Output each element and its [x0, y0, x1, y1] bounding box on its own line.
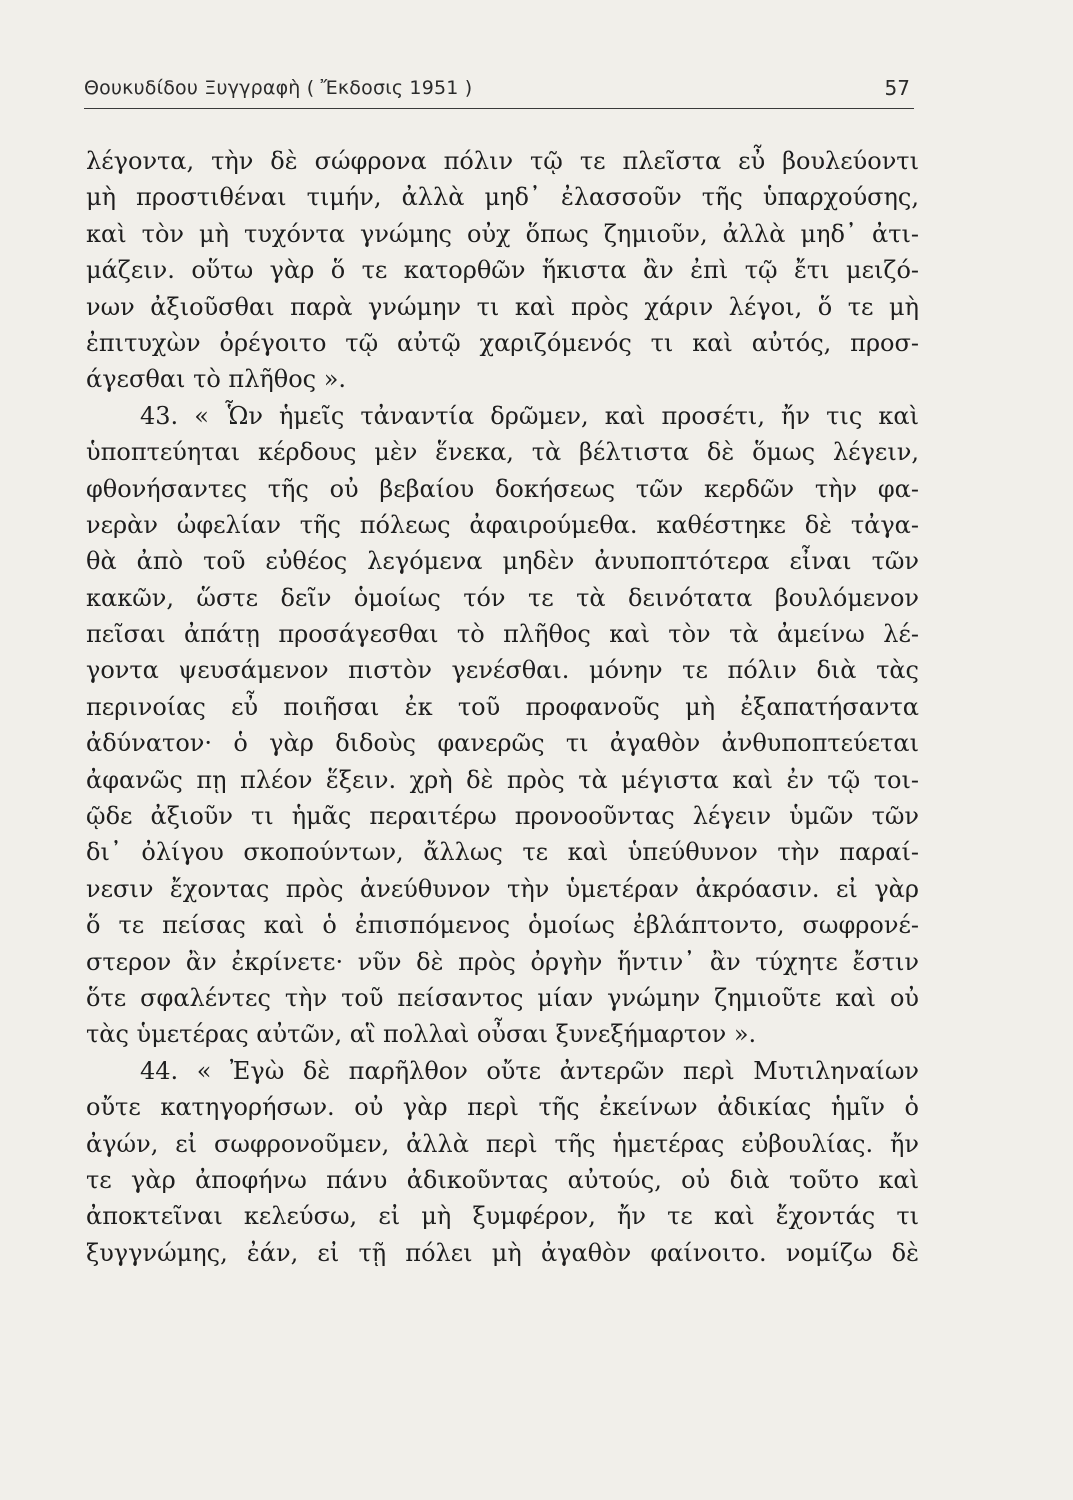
text-line: τὰς ὑμετέρας αὐτῶν, αἳ πολλαὶ οὖσαι ξυνεξήμαρτον ». — [86, 1020, 757, 1049]
text-line: φθονήσαντες τῆς οὐ βεβαίου δοκήσεως τῶν κερδῶν τὴν φα- — [86, 474, 919, 503]
text-line: νεσιν ἔχοντας πρὸς ἀνεύθυνον τὴν ὑμετέραν ἀκρόασιν. εἰ γὰρ — [86, 874, 919, 903]
text-line: κακῶν, ὥστε δεῖν ὁμοίως τόν τε τὰ δεινότατα βουλόμενον — [86, 583, 919, 612]
page-number: 57 — [884, 76, 910, 100]
text-line: νερὰν ὠφελίαν τῆς πόλεως ἀφαιρούμεθα. καθέστηκε δὲ τἀγα- — [86, 510, 919, 539]
text-line: ὅ τε πείσας καὶ ὁ ἐπισπόμενος ὁμοίως ἐβλάπτοντο, σωφρονέ- — [86, 911, 919, 940]
text-line: 43. « Ὧν ἡμεῖς τἀναντία δρῶμεν, καὶ προσέτι, ἤν τις καὶ — [140, 401, 919, 430]
header-title: Θουκυδίδου Ξυγγραφὴ ( Ἔκδοσις 1951 ) — [84, 77, 473, 99]
header-rule — [84, 108, 914, 109]
text-line: θὰ ἀπὸ τοῦ εὐθέος λεγόμενα μηδὲν ἀνυποπτότερα εἶναι τῶν — [86, 547, 919, 576]
text-line: λέγοντα, τὴν δὲ σώφρονα πόλιν τῷ τε πλεῖστα εὖ βουλεύοντι — [86, 147, 919, 175]
text-line: ξυγγνώμης, ἐάν, εἰ τῇ πόλει μὴ ἀγαθὸν φαίνοιτο. νομίζω δὲ — [86, 1238, 919, 1267]
text-line: μὴ προστιθέναι τιμήν, ἀλλὰ μηδ᾽ ἐλασσοῦν τῆς ὑπαρχούσης, — [86, 183, 919, 212]
text-line: άγεσθαι τὸ πλῆθος ». — [86, 365, 347, 394]
text-line: 44. « Ἐγὼ δὲ παρῆλθον οὔτε ἀντερῶν περὶ Μυτιληναίων — [140, 1056, 919, 1085]
text-line: στερον ἂν ἐκρίνετε· νῦν δὲ πρὸς ὀργὴν ἥντιν᾽ ἂν τύχητε ἔστιν — [86, 947, 919, 976]
text-line: ὅτε σφαλέντες τὴν τοῦ πείσαντος μίαν γνώμην ζημιοῦτε καὶ οὐ — [86, 983, 919, 1012]
text-line: πεῖσαι ἀπάτῃ προσάγεσθαι τὸ πλῆθος καὶ τὸν τὰ ἀμείνω λέ- — [86, 620, 919, 649]
text-line: ἀγών, εἰ σωφρονοῦμεν, ἀλλὰ περὶ τῆς ἡμετέρας εὐβουλίας. ἤν — [86, 1129, 919, 1158]
text-line: καὶ τὸν μὴ τυχόντα γνώμης οὐχ ὅπως ζημιοῦν, ἀλλὰ μηδ᾽ ἀτι- — [86, 219, 919, 248]
text-line: τε γὰρ ἀποφήνω πάνυ ἀδικοῦντας αὐτούς, οὐ διὰ τοῦτο καὶ — [86, 1165, 919, 1194]
text-line: γοντα ψευσάμενον πιστὸν γενέσθαι. μόνην τε πόλιν διὰ τὰς — [86, 656, 919, 685]
text-line: ἀδύνατον· ὁ γὰρ διδοὺς φανερῶς τι ἀγαθὸν ἀνθυποπτεύεται — [86, 729, 919, 758]
text-line: ἀποκτεῖναι κελεύσω, εἰ μὴ ξυμφέρον, ἤν τε καὶ ἔχοντάς τι — [86, 1202, 919, 1231]
text-line: ἐπιτυχὼν ὀρέγοιτο τῷ αὐτῷ χαριζόμενός τι καὶ αὐτός, προσ- — [86, 328, 919, 357]
text-line: ὑποπτεύηται κέρδους μὲν ἕνεκα, τὰ βέλτιστα δὲ ὅμως λέγειν, — [86, 438, 919, 467]
running-header — [84, 70, 914, 110]
text-line: ἀφανῶς πῃ πλέον ἕξειν. χρὴ δὲ πρὸς τὰ μέγιστα καὶ ἐν τῷ τοι- — [86, 765, 919, 794]
text-line: νων ἀξιοῦσθαι παρὰ γνώμην τι καὶ πρὸς χάριν λέγοι, ὅ τε μὴ — [86, 292, 919, 321]
body-text — [86, 143, 919, 1271]
text-line: μάζειν. οὕτω γὰρ ὅ τε κατορθῶν ἥκιστα ἂν ἐπὶ τῷ ἔτι μειζό- — [86, 256, 919, 285]
text-line: περινοίας εὖ ποιῆσαι ἐκ τοῦ προφανοῦς μὴ ἐξαπατήσαντα — [86, 692, 919, 721]
text-line: οὔτε κατηγορήσων. οὐ γὰρ περὶ τῆς ἐκείνων ἀδικίας ἡμῖν ὁ — [86, 1093, 919, 1122]
text-line: δι᾽ ὀλίγου σκοπούντων, ἄλλως τε καὶ ὑπεύθυνον τὴν παραί- — [86, 838, 919, 867]
text-line: ῷδε ἀξιοῦν τι ἡμᾶς περαιτέρω προνοοῦντας λέγειν ὑμῶν τῶν — [86, 802, 919, 831]
